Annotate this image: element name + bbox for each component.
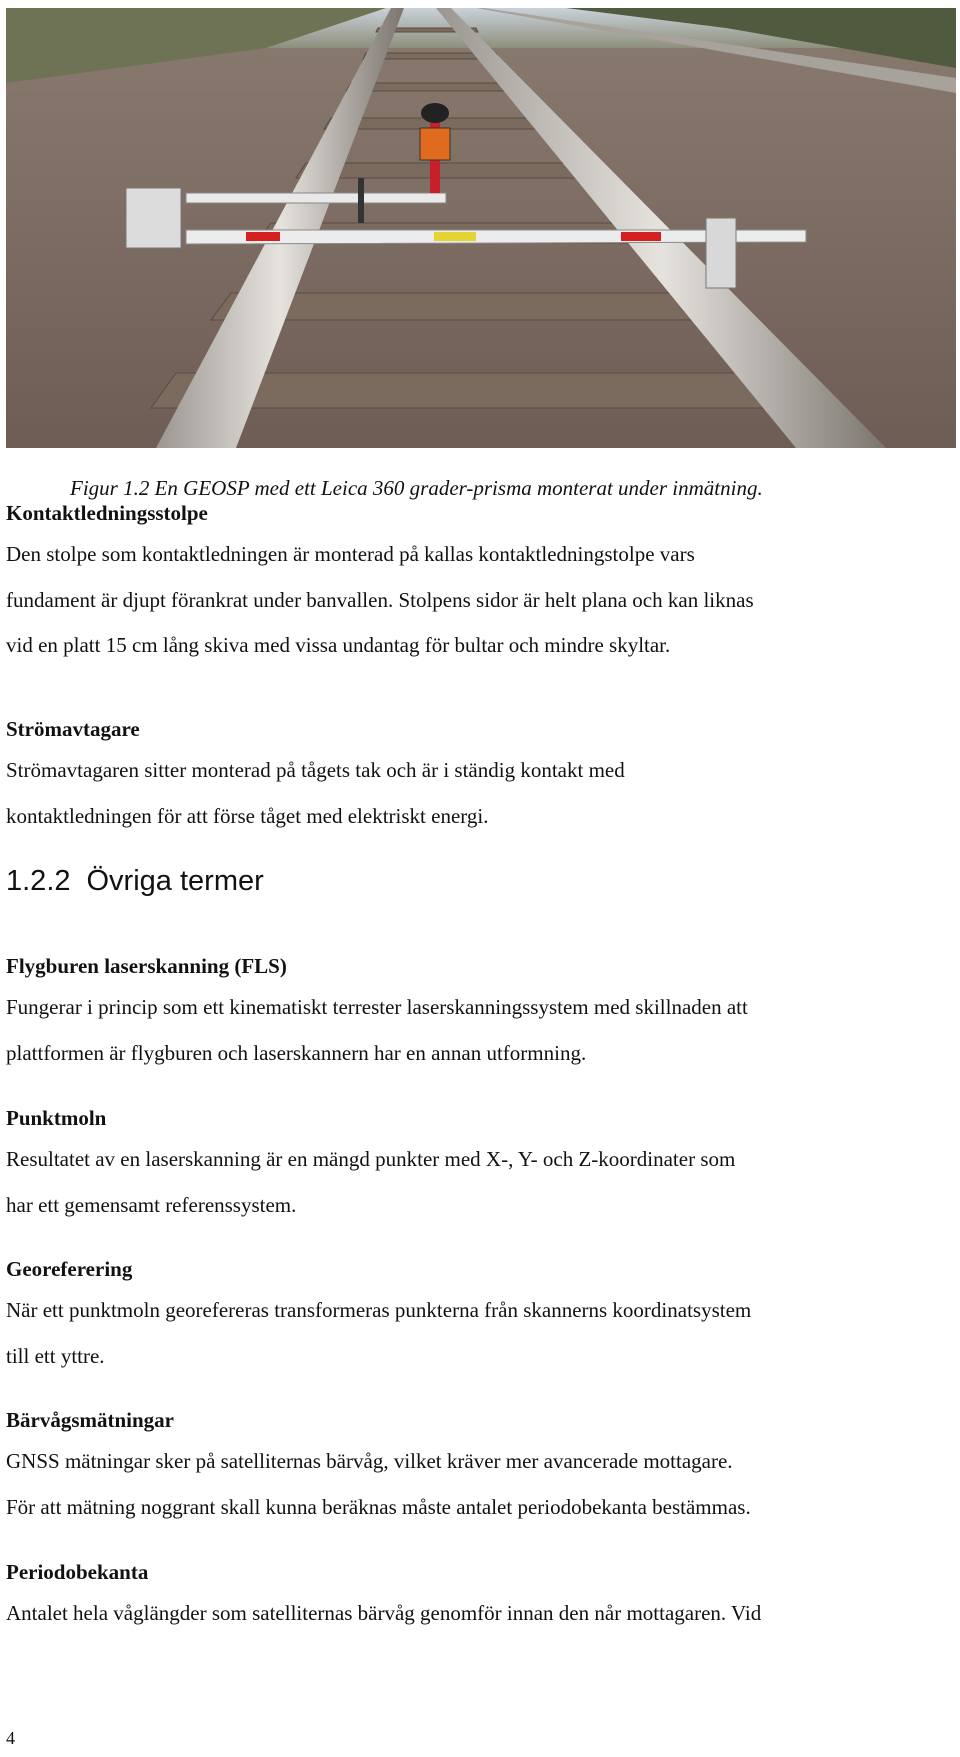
term-paragraph	[6, 1591, 950, 1637]
subsection-number: 1.2.2	[6, 865, 71, 897]
term-paragraph	[6, 532, 950, 669]
paragraph-line: Resultatet av en laserskanning är en mängd punkter med X-, Y- och Z-koordinater som	[6, 1147, 736, 1171]
paragraph-line: Strömavtagaren sitter monterad på tågets tak och är i ständig kontakt med	[6, 758, 625, 782]
paragraph-line: vid en platt 15 cm lång skiva med vissa undantag för bultar och mindre skyltar.	[6, 633, 671, 657]
paragraph-line: fundament är djupt förankrat under banvallen. Stolpens sidor är helt plana och kan liknas	[6, 587, 754, 612]
paragraph-line: plattformen är flygburen och laserskannern har en annan utformning.	[6, 1040, 587, 1065]
subsection-title: Övriga termer	[86, 865, 264, 897]
term-fls	[6, 951, 950, 1076]
paragraph-line: GNSS mätningar sker på satelliternas bärvåg, vilket kräver mer avancerade mottagare.	[6, 1449, 733, 1473]
paragraph-line: har ett gemensamt referenssystem.	[6, 1192, 297, 1217]
paragraph-line: Fungerar i princip som ett kinematiskt terrester laserskanningssystem med skillnaden att	[6, 995, 748, 1019]
term-paragraph	[6, 1137, 950, 1228]
term-barvagsmatningar	[6, 1405, 950, 1530]
term-georeferering	[6, 1254, 950, 1379]
term-paragraph	[6, 985, 950, 1076]
term-periodobekanta	[6, 1557, 950, 1637]
term-heading: Periodobekanta	[6, 1560, 149, 1584]
paragraph-line: Antalet hela våglängder som satelliternas bärvåg genomför innan den når mottagaren. Vid	[6, 1601, 762, 1625]
paragraph-line: För att mätning noggrant skall kunna beräknas måste antalet periodobekanta bestämmas.	[6, 1494, 751, 1519]
paragraph-line: Den stolpe som kontaktledningen är monterad på kallas kontaktledningstolpe vars	[6, 542, 695, 566]
section-kontaktledningsstolpe	[6, 498, 950, 669]
railway-track-photo	[6, 8, 956, 448]
paragraph-line: När ett punktmoln georefereras transformeras punkterna från skannerns koordinatsystem	[6, 1298, 752, 1322]
subsection-heading	[6, 865, 264, 898]
term-paragraph	[6, 1288, 950, 1379]
paragraph-line: till ett yttre.	[6, 1343, 105, 1368]
paragraph-line: kontaktledningen för att förse tåget med elektriskt energi.	[6, 803, 489, 828]
term-heading: Georeferering	[6, 1257, 133, 1281]
page-number: 4	[6, 1728, 15, 1748]
section-stromavtagare	[6, 714, 950, 839]
term-heading: Punktmoln	[6, 1106, 107, 1130]
figure-caption: Figur 1.2 En GEOSP med ett Leica 360 grader-prisma monterat under inmätning.	[70, 476, 763, 500]
term-paragraph	[6, 1439, 950, 1530]
term-heading: Flygburen laserskanning (FLS)	[6, 954, 287, 978]
term-punktmoln	[6, 1103, 950, 1228]
term-heading: Kontaktledningsstolpe	[6, 501, 208, 525]
term-heading: Strömavtagare	[6, 717, 140, 741]
term-heading: Bärvågsmätningar	[6, 1408, 174, 1432]
term-paragraph	[6, 748, 950, 839]
